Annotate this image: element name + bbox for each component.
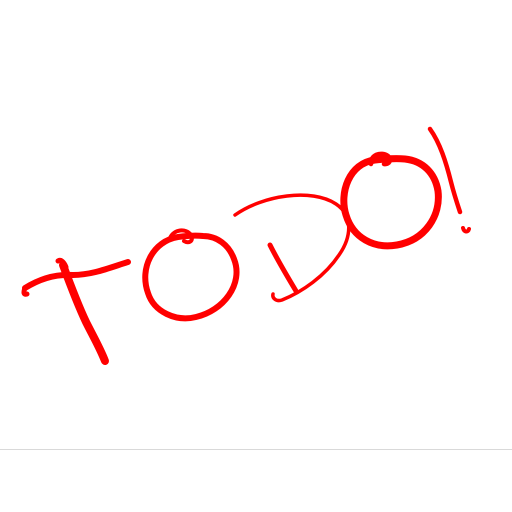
letter-o-second [344, 159, 439, 246]
letter-o-first [145, 236, 236, 319]
letter-t-stem [63, 265, 105, 361]
letter-t-crossbar-hook [24, 288, 27, 294]
letter-d-stem [270, 245, 296, 291]
letter-t-crossbar [25, 262, 128, 288]
bottom-divider [0, 449, 512, 450]
exclamation-dot [463, 228, 469, 232]
exclamation-stem [430, 129, 460, 212]
